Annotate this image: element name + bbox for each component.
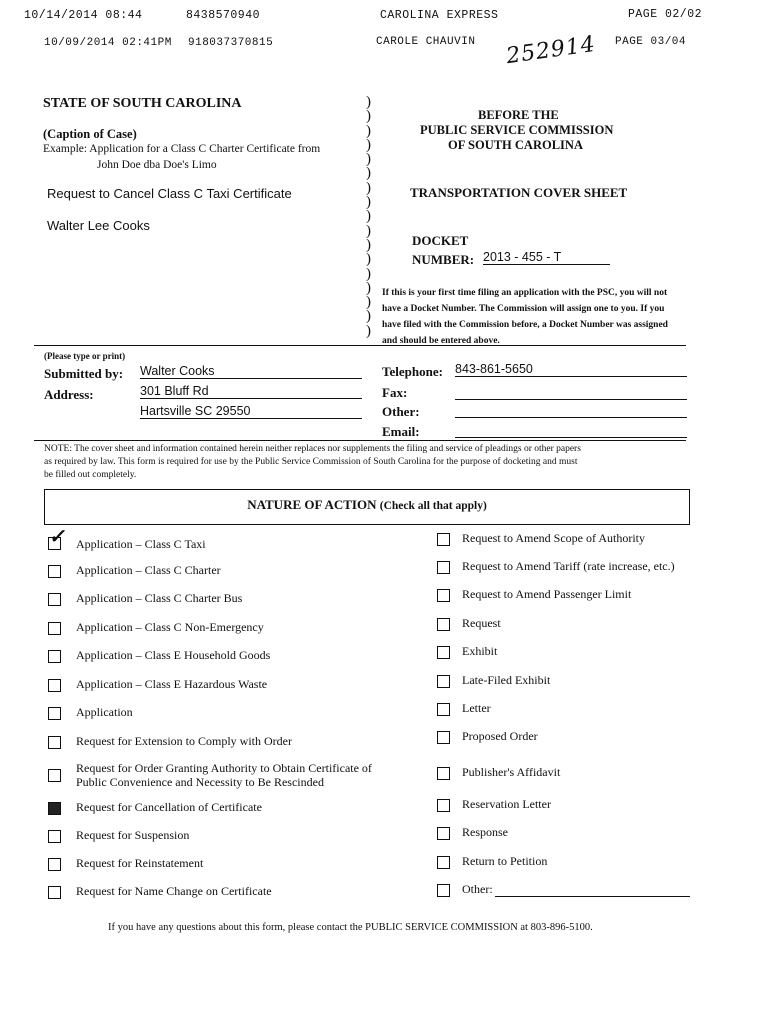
address-label: Address: (44, 387, 94, 402)
docket-info-3: have filed with the Commission before, a Docket Number was assigned (382, 320, 668, 330)
checkmark-icon: ✓ (47, 526, 69, 548)
email-label: Email: (382, 424, 420, 439)
label-amend-scope: Request to Amend Scope of Authority (462, 531, 645, 545)
checkbox-class-c-charter[interactable] (48, 565, 61, 578)
label-publishers-affidavit: Publisher's Affidavit (462, 765, 561, 779)
email-field[interactable] (455, 423, 687, 438)
other-contact-field[interactable] (455, 403, 687, 418)
checkbox-response[interactable] (437, 827, 450, 840)
commission-name: PUBLIC SERVICE COMMISSION (420, 123, 614, 137)
contact-divider (34, 440, 686, 441)
label-class-c-non-emergency: Application – Class C Non-Emergency (76, 620, 264, 634)
caption-label: (Caption of Case) (43, 127, 137, 141)
label-other: Other: (462, 882, 493, 896)
cover-sheet-title: TRANSPORTATION COVER SHEET (410, 185, 628, 200)
nature-of-action-subtitle: (Check all that apply) (379, 500, 487, 512)
checkbox-late-filed-exhibit[interactable] (437, 675, 450, 688)
fax-header-number-1: 8438570940 (186, 9, 261, 22)
note-line-3: be filled out completely. (44, 470, 137, 480)
label-reservation-letter: Reservation Letter (462, 797, 551, 811)
fax-label: Fax: (382, 385, 408, 400)
docket-number-field[interactable]: 2013 - 455 - T (483, 250, 610, 265)
checkbox-extension-to-comply[interactable] (48, 736, 61, 749)
fax-header-page-2: PAGE 03/04 (615, 36, 687, 48)
label-extension-to-comply: Request for Extension to Comply with Order (76, 734, 292, 748)
address-line2-field[interactable]: Hartsville SC 29550 (140, 404, 362, 419)
checkbox-name-change[interactable] (48, 886, 61, 899)
checkbox-request[interactable] (437, 618, 450, 631)
fax-header-datetime-2: 10/09/2014 02:41PM (44, 37, 172, 49)
address-line1-field[interactable]: 301 Bluff Rd (140, 384, 362, 399)
note-line-1: NOTE: The cover sheet and information contained herein neither replaces nor supplements the filing and service of pleadings or other papers (44, 444, 581, 454)
label-class-c-taxi: Application – Class C Taxi (76, 537, 206, 551)
checkbox-class-e-hazardous-waste[interactable] (48, 679, 61, 692)
other-action-field[interactable] (495, 882, 690, 897)
checkbox-letter[interactable] (437, 703, 450, 716)
before-the: BEFORE THE (478, 108, 559, 122)
divider-line (34, 345, 686, 346)
checkbox-reinstatement[interactable] (48, 858, 61, 871)
checkbox-exhibit[interactable] (437, 646, 450, 659)
checkbox-amend-tariff[interactable] (437, 561, 450, 574)
label-request: Request (462, 616, 501, 630)
checkbox-suspension[interactable] (48, 830, 61, 843)
number-label: NUMBER: (412, 252, 475, 267)
label-application: Application (76, 705, 133, 719)
docket-info-2: have a Docket Number. The Commission will assign one to you. If you (382, 304, 665, 314)
checkbox-publishers-affidavit[interactable] (437, 767, 450, 780)
docket-info-4: and should be entered above. (382, 336, 500, 346)
docket-info-1: If this is your first time filing an application with the PSC, you will not (382, 288, 668, 298)
telephone-field[interactable]: 843-861-5650 (455, 362, 687, 377)
nature-of-action-title: NATURE OF ACTION (247, 497, 377, 512)
nature-of-action-box (44, 489, 690, 525)
label-class-e-hazardous-waste: Application – Class E Hazardous Waste (76, 677, 268, 691)
label-return-to-petition: Return to Petition (462, 854, 548, 868)
please-type-label: (Please type or print) (44, 351, 126, 361)
label-reinstatement: Request for Reinstatement (76, 856, 204, 870)
footer-contact-note: If you have any questions about this form, please contact the PUBLIC SERVICE COMMISSION at 803-896-5100. (108, 922, 593, 933)
checkbox-class-e-household-goods[interactable] (48, 650, 61, 663)
label-suspension: Request for Suspension (76, 828, 190, 842)
caption-bracket: ) ) ) ) ) ) ) ) ) ) ) ) ) ) ) ) ) (366, 94, 371, 339)
checkbox-proposed-order[interactable] (437, 731, 450, 744)
fax-header-sender-2: CAROLE CHAUVIN (376, 36, 476, 48)
checkbox-order-granting-authority[interactable] (48, 769, 61, 782)
checkbox-amend-passenger-limit[interactable] (437, 589, 450, 602)
label-name-change: Request for Name Change on Certificate (76, 884, 272, 898)
submitted-by-label: Submitted by: (44, 366, 124, 381)
checkbox-other[interactable] (437, 884, 450, 897)
label-proposed-order: Proposed Order (462, 729, 538, 743)
caption-example: Example: Application for a Class C Charter Certificate from (43, 143, 321, 155)
label-late-filed-exhibit: Late-Filed Exhibit (462, 673, 551, 687)
label-amend-passenger-limit: Request to Amend Passenger Limit (462, 587, 632, 601)
commission-state: OF SOUTH CAROLINA (448, 138, 583, 152)
fax-header-sender-1: CAROLINA EXPRESS (380, 9, 499, 22)
telephone-label: Telephone: (382, 364, 443, 379)
label-letter: Letter (462, 701, 491, 715)
checkbox-class-c-non-emergency[interactable] (48, 622, 61, 635)
label-class-c-charter-bus: Application – Class C Charter Bus (76, 591, 243, 605)
label-order-granting-authority-1: Request for Order Granting Authority to Obtain Certificate of (76, 761, 372, 775)
fax-header-datetime-1: 10/14/2014 08:44 (24, 9, 143, 22)
fax-header-page-1: PAGE 02/02 (628, 8, 703, 21)
label-order-granting-authority-2: Public Convenience and Necessity to Be Rescinded (76, 775, 324, 789)
other-contact-label: Other: (382, 404, 420, 419)
checkbox-return-to-petition[interactable] (437, 856, 450, 869)
case-party-name: Walter Lee Cooks (47, 218, 150, 233)
label-exhibit: Exhibit (462, 644, 498, 658)
label-response: Response (462, 825, 508, 839)
label-cancellation-of-certificate: Request for Cancellation of Certificate (76, 800, 262, 814)
fax-field[interactable] (455, 385, 687, 400)
case-request: Request to Cancel Class C Taxi Certificate (47, 186, 292, 201)
checkbox-reservation-letter[interactable] (437, 799, 450, 812)
docket-label: DOCKET (412, 233, 469, 248)
handwritten-reference: 252914 (504, 31, 598, 70)
note-line-2: as required by law. This form is required for use by the Public Service Commission of South Carolina for the purpose of docketing and must (44, 457, 578, 467)
checkbox-application[interactable] (48, 707, 61, 720)
label-class-c-charter: Application – Class C Charter (76, 563, 221, 577)
label-amend-tariff: Request to Amend Tariff (rate increase, etc.) (462, 559, 675, 573)
checkbox-cancellation-of-certificate[interactable] (48, 802, 61, 815)
checkbox-amend-scope[interactable] (437, 533, 450, 546)
submitted-by-field[interactable]: Walter Cooks (140, 364, 362, 379)
caption-example-name: John Doe dba Doe's Limo (97, 159, 217, 171)
state-heading: STATE OF SOUTH CAROLINA (43, 96, 242, 111)
label-class-e-household-goods: Application – Class E Household Goods (76, 648, 271, 662)
checkbox-class-c-charter-bus[interactable] (48, 593, 61, 606)
fax-header-number-2: 918037370815 (188, 37, 274, 49)
